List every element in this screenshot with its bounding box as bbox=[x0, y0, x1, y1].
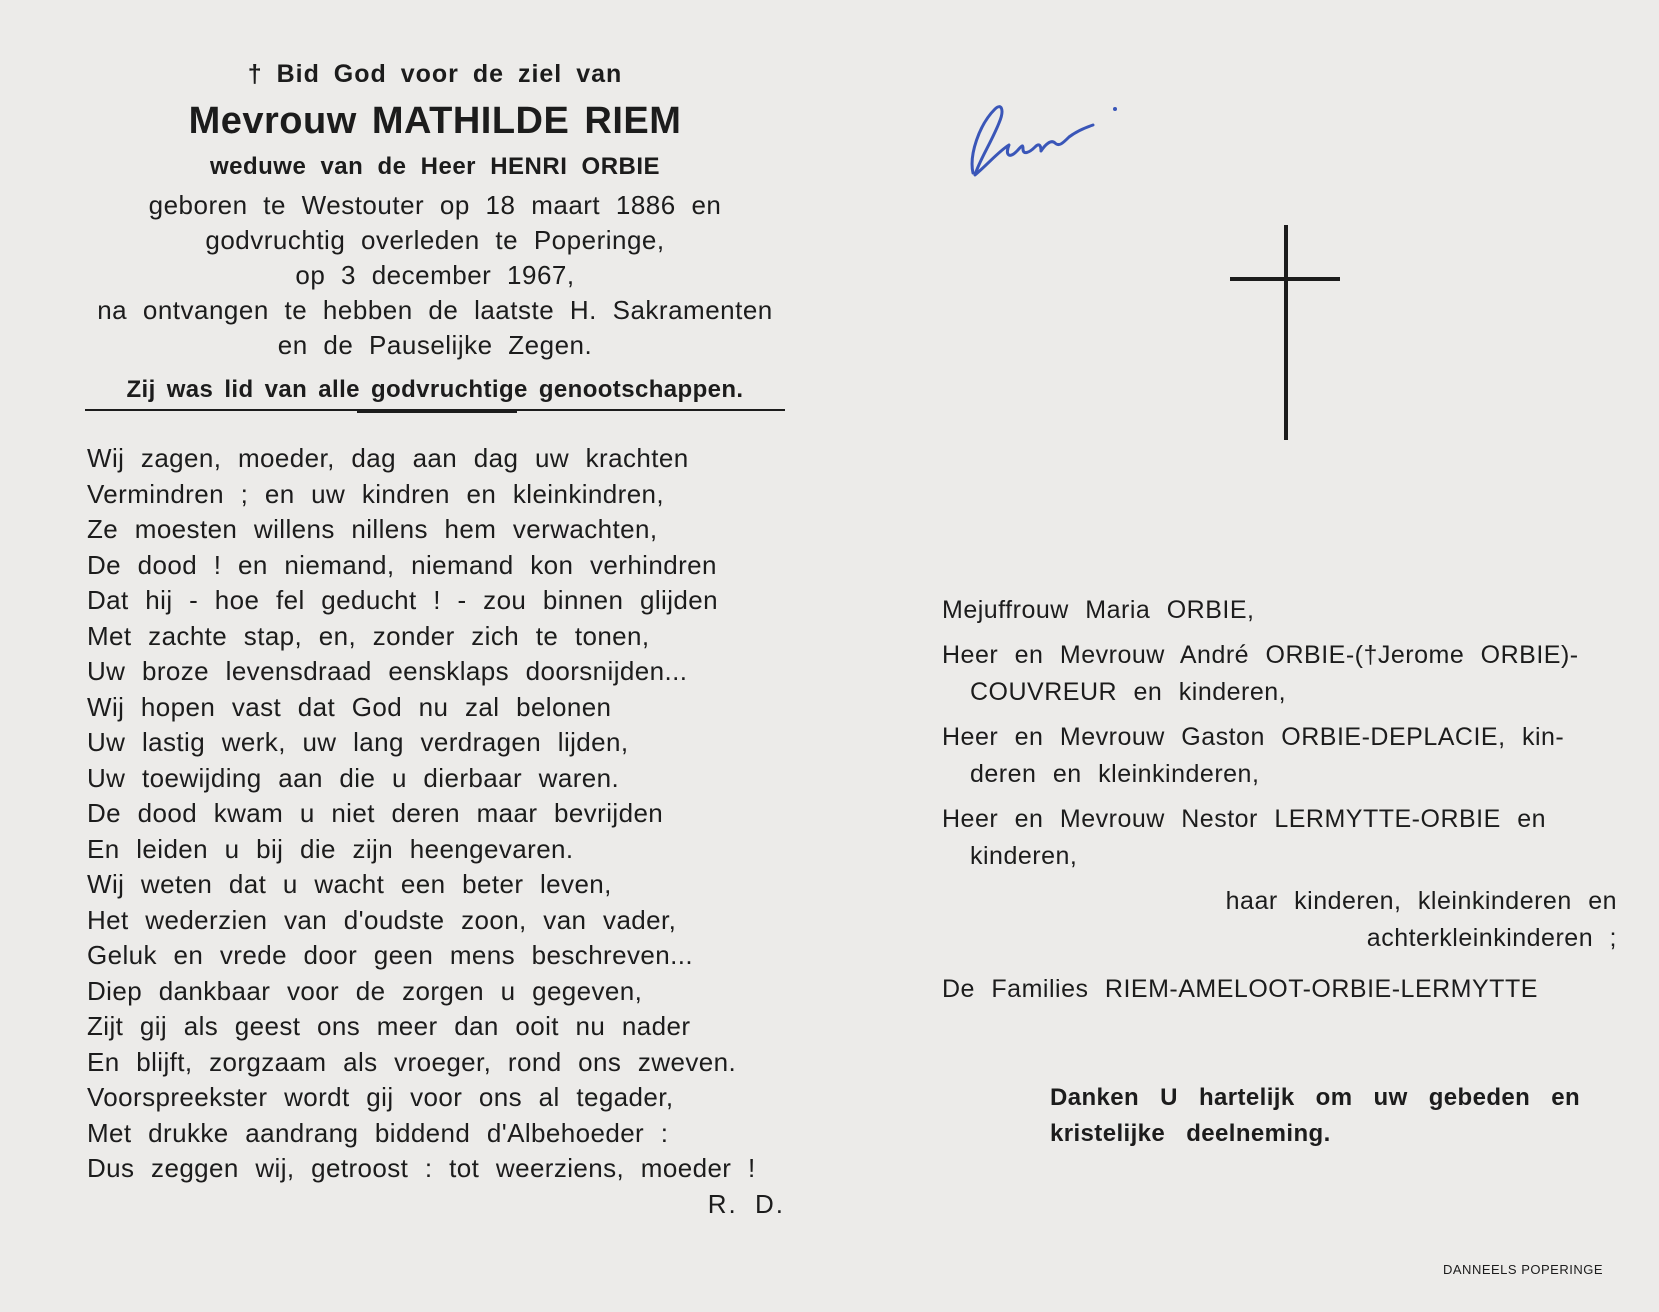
poem-line: Wij zagen, moeder, dag aan dag uw krachten bbox=[87, 443, 689, 473]
poem-line: Het wederzien van d'oudste zoon, van vader, bbox=[87, 904, 677, 935]
poem-line: De dood kwam u niet deren maar bevrijden bbox=[87, 798, 664, 828]
poem-line: En leiden u bij die zijn heengevaren. bbox=[87, 833, 574, 864]
cross-horizontal bbox=[1230, 277, 1340, 281]
poem-line: Ze moesten willens nillens hem verwachten, bbox=[87, 514, 658, 544]
poem-line: Voorspreekster wordt gij voor ons al tegader, bbox=[87, 1082, 674, 1112]
families-line: De Families RIEM-AMELOOT-ORBIE-LERMYTTE bbox=[942, 975, 1538, 1003]
handwritten-signature-icon bbox=[965, 95, 1125, 185]
cross-icon bbox=[1230, 225, 1340, 440]
mourner-line: kinderen, bbox=[970, 842, 1078, 870]
poem-line: En blijft, zorgzaam als vroeger, rond ons zweven. bbox=[87, 1046, 737, 1077]
left-panel bbox=[85, 52, 785, 1222]
poem-line: Met drukke aandrang biddend d'Albehoeder : bbox=[87, 1117, 669, 1148]
thanks-line: Danken U hartelijk om uw gebeden en bbox=[1050, 1084, 1581, 1111]
widow-of: weduwe van de Heer HENRI ORBIE bbox=[209, 153, 661, 180]
poem-line: Zijt gij als geest ons meer dan ooit nu nader bbox=[87, 1011, 691, 1041]
mourner-line: haar kinderen, kleinkinderen en bbox=[1225, 887, 1617, 915]
poem-line: Diep dankbaar voor de zorgen u gegeven, bbox=[87, 975, 643, 1006]
poem-line: Met zachte stap, en, zonder zich te tonen, bbox=[87, 620, 650, 651]
bio-line: geboren te Westouter op 18 maart 1886 en bbox=[148, 190, 722, 220]
poem-line: Dat hij - hoe fel geducht ! - zou binnen glijden bbox=[87, 585, 718, 615]
poem-line: Vermindren ; en uw kindren en kleinkindren, bbox=[87, 478, 665, 509]
mourner-line: deren en kleinkinderen, bbox=[970, 760, 1260, 788]
poem-line: Uw toewijding aan die u dierbaar waren. bbox=[87, 762, 620, 793]
poem-line: Geluk en vrede door geen mens beschreven... bbox=[87, 940, 693, 970]
thanks-block bbox=[1050, 1080, 1635, 1152]
poem bbox=[85, 441, 785, 1187]
bio-line: godvruchtig overleden te Poperinge, bbox=[205, 225, 665, 255]
poem-line: Wij hopen vast dat God nu zal belonen bbox=[87, 691, 612, 722]
poem-line: Uw broze levensdraad eensklaps doorsnijden... bbox=[87, 656, 688, 686]
divider-accent bbox=[357, 409, 517, 413]
mourner-line: achterkleinkinderen ; bbox=[1366, 924, 1617, 952]
poem-line: De dood ! en niemand, niemand kon verhindren bbox=[87, 549, 717, 580]
mourner-line: COUVREUR en kinderen, bbox=[970, 678, 1287, 706]
mourner-line: Heer en Mevrouw Nestor LERMYTTE-ORBIE en bbox=[942, 805, 1547, 833]
poem-line: Uw lastig werk, uw lang verdragen lijden, bbox=[87, 727, 629, 757]
mourner-line: Heer en Mevrouw André ORBIE-(†Jerome ORBIE)- bbox=[942, 641, 1579, 669]
mourners-block bbox=[942, 592, 1637, 1008]
prayer-intro: † Bid God voor de ziel van bbox=[247, 60, 623, 88]
membership-text: Zij was lid van alle godvruchtige genootschappen. bbox=[126, 376, 744, 403]
poem-line: Wij weten dat u wacht een beter leven, bbox=[87, 869, 612, 899]
bio-line: na ontvangen te hebben de laatste H. Sakramenten bbox=[97, 295, 773, 325]
bio-line: en de Pauselijke Zegen. bbox=[277, 330, 593, 360]
bio-block bbox=[85, 188, 785, 363]
poem-signature: R. D. bbox=[707, 1188, 785, 1219]
deceased-name: Mevrouw MATHILDE RIEM bbox=[188, 100, 682, 142]
thanks-line: kristelijke deelneming. bbox=[1050, 1120, 1331, 1147]
mourner-line: Heer en Mevrouw Gaston ORBIE-DEPLACIE, kin- bbox=[942, 723, 1565, 751]
membership-block bbox=[85, 371, 785, 411]
mourner-line: Mejuffrouw Maria ORBIE, bbox=[942, 596, 1255, 624]
cross-vertical bbox=[1284, 225, 1288, 440]
poem-line: Dus zeggen wij, getroost : tot weerziens, moeder ! bbox=[87, 1153, 756, 1183]
printer-imprint: DANNEELS POPERINGE bbox=[1443, 1262, 1603, 1277]
bio-line: op 3 december 1967, bbox=[295, 260, 575, 290]
